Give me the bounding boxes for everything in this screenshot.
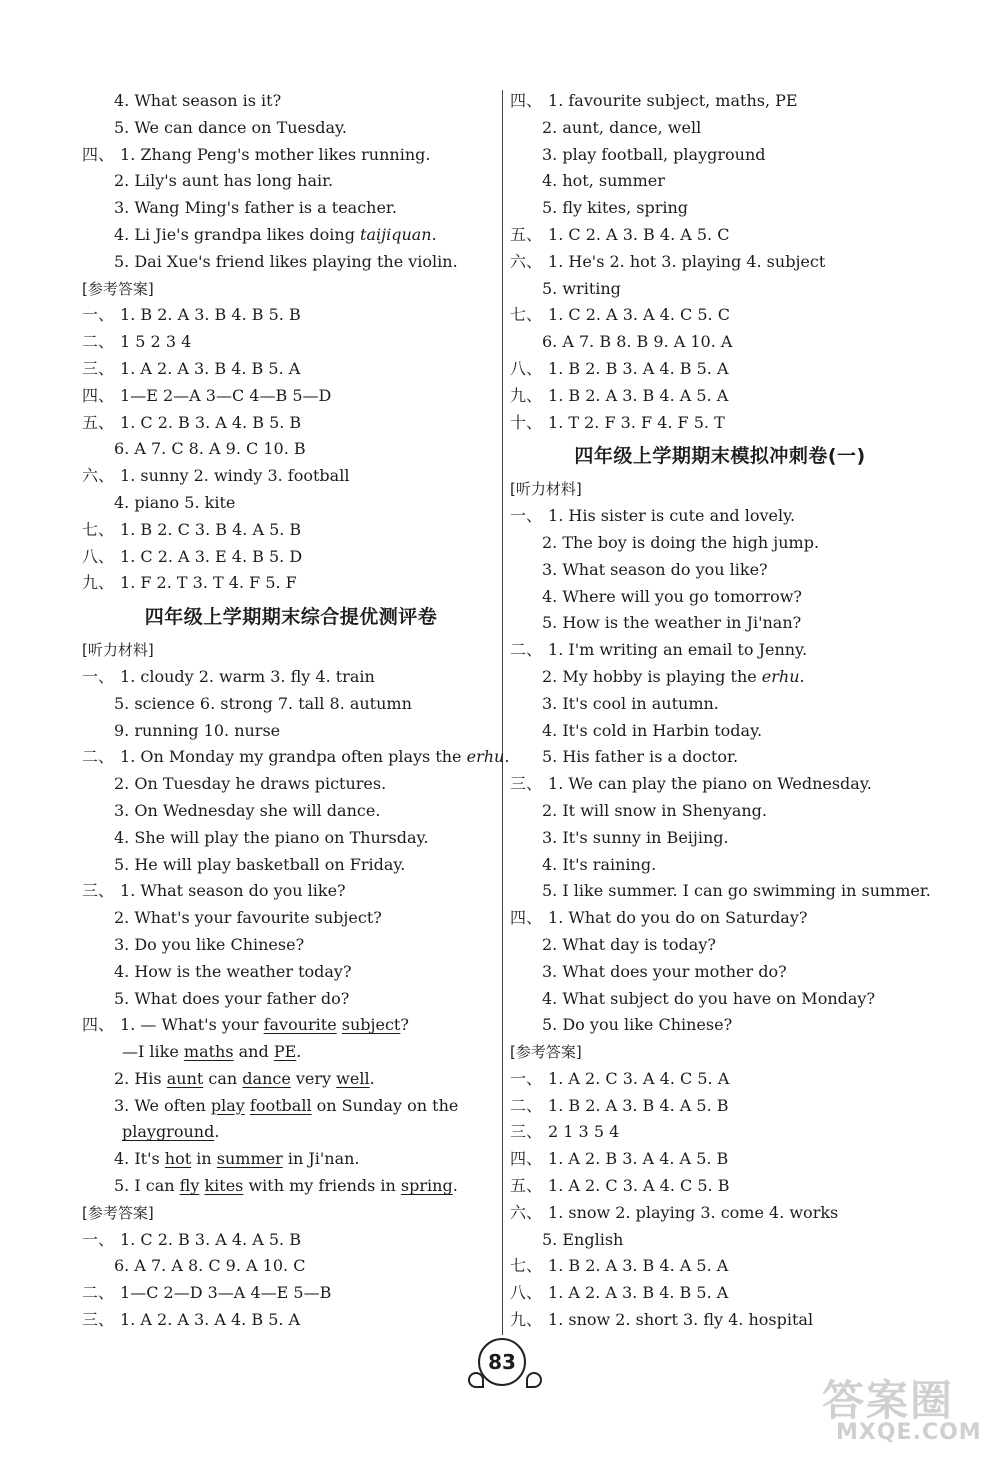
text-part: .: [799, 666, 805, 686]
line-text: 1. B 2. A 3. B 4. A 5. B: [548, 1095, 729, 1115]
answer-line: [82, 1066, 500, 1093]
underlined-word: hot: [164, 1149, 192, 1169]
text-part: 4. It's: [114, 1149, 165, 1169]
line-text: 3. It's sunny in Beijing.: [542, 827, 729, 847]
left-column: [82, 88, 510, 1334]
answer-line: [510, 249, 930, 276]
answer-line: [82, 718, 500, 745]
answer-line: [510, 852, 930, 879]
answer-line: [510, 691, 930, 718]
answer-line: [82, 1012, 500, 1039]
question-number: 九、: [510, 1310, 543, 1330]
answer-line: [82, 1280, 500, 1307]
line-text: 6. A 7. C 8. A 9. C 10. B: [114, 439, 306, 459]
line-text: 1. A 2. A 3. B 4. B 5. A: [548, 1283, 729, 1303]
line-text: 1. A 2. C 3. A 4. C 5. B: [548, 1176, 730, 1196]
question-number: 三、: [510, 774, 543, 794]
question-number: 四、: [510, 91, 543, 110]
line-text: 1. We can play the piano on Wednesday.: [548, 774, 872, 794]
answer-line: [510, 222, 930, 249]
line-text: 4. Where will you go tomorrow?: [542, 586, 802, 606]
question-number: 二、: [510, 1095, 543, 1115]
line-text: 1. Zhang Peng's mother likes running.: [120, 144, 431, 164]
answer-line: [510, 1280, 930, 1307]
section-tag: [听力材料]: [510, 480, 582, 499]
text-part: 2. My hobby is playing the: [542, 666, 762, 686]
line-text: 5. His father is a doctor.: [542, 747, 739, 767]
question-number: 十、: [510, 412, 543, 432]
answer-line: [82, 1146, 500, 1173]
column-divider: [502, 90, 503, 1335]
answer-line: [510, 584, 930, 611]
line-text: 4. piano 5. kite: [114, 492, 236, 512]
line-text: 3. Wang Ming's father is a teacher.: [114, 198, 397, 218]
line-text: 1 5 2 3 4: [120, 332, 192, 352]
line-text: 4. What season is it?: [114, 91, 282, 110]
answer-line: [510, 383, 930, 410]
question-number: 七、: [510, 305, 543, 325]
line-text: 4. It's cold in Harbin today.: [542, 720, 763, 740]
answer-line: [510, 1012, 930, 1039]
text-part: with my friends in: [243, 1176, 401, 1196]
underlined-word: dance: [242, 1068, 291, 1088]
line-text: 1. What season do you like?: [120, 881, 346, 901]
line-text: 4. What subject do you have on Monday?: [542, 988, 876, 1008]
line-text: 3. On Wednesday she will dance.: [114, 800, 381, 820]
answer-line: [82, 222, 500, 249]
answer-line: [82, 771, 500, 798]
line-text: 1—C 2—D 3—A 4—E 5—B: [120, 1283, 332, 1303]
line-text: 1. B 2. A 3. B 4. B 5. B: [120, 305, 301, 325]
italic-word: erhu: [761, 666, 800, 686]
answer-line: [510, 302, 930, 329]
answer-line: [510, 1227, 930, 1254]
line-text: 5. science 6. strong 7. tall 8. autumn: [114, 693, 412, 713]
underlined-word: spring: [400, 1176, 453, 1196]
answer-line: [510, 664, 930, 691]
underlined-word: football: [249, 1095, 312, 1115]
line-text: 5. Dai Xue's friend likes playing the violin.: [114, 251, 458, 271]
line-text: 6. A 7. A 8. C 9. A 10. C: [114, 1256, 306, 1276]
question-number: 三、: [510, 1122, 543, 1142]
answer-line: [82, 1039, 500, 1066]
answer-line: [510, 825, 930, 852]
underlined-word: fly: [179, 1176, 200, 1196]
question-number: 三、: [82, 358, 115, 378]
answer-line: [510, 905, 930, 932]
underlined-word: PE: [273, 1042, 297, 1062]
line-text: 1. favourite subject, maths, PE: [548, 91, 798, 110]
answer-line: [82, 410, 500, 437]
line-text: 5. How is the weather in Ji'nan?: [542, 613, 802, 633]
answer-line: [82, 664, 500, 691]
question-number: 八、: [82, 546, 115, 566]
answer-line: [510, 986, 930, 1013]
question-number: 三、: [82, 881, 115, 901]
question-number: 六、: [510, 1202, 543, 1222]
section-tag: [参考答案]: [510, 1043, 582, 1062]
question-number: 八、: [510, 358, 543, 378]
alarm-clock-bell-right-icon: [526, 1372, 542, 1388]
answer-line: [82, 691, 500, 718]
right-column: [510, 88, 930, 1334]
answer-line: [510, 878, 930, 905]
answer-line: [82, 825, 500, 852]
answer-line: [510, 932, 930, 959]
underlined-word: playground: [122, 1122, 215, 1142]
section-tag: [参考答案]: [82, 279, 154, 298]
line-text: 1. C 2. B 3. A 4. A 5. B: [120, 1229, 301, 1249]
line-text: 1. I'm writing an email to Jenny.: [548, 640, 808, 660]
answer-line: [510, 503, 930, 530]
question-number: 五、: [510, 224, 543, 244]
answer-line: [510, 959, 930, 986]
answer-line: [82, 517, 500, 544]
answer-line: [510, 356, 930, 383]
question-number: 二、: [510, 640, 543, 660]
line-text: 4. How is the weather today?: [114, 961, 352, 981]
answer-line: [82, 570, 500, 597]
answer-line: [510, 168, 930, 195]
answer-line: [82, 249, 500, 276]
question-number: 四、: [510, 1149, 543, 1169]
answer-line: [510, 610, 930, 637]
text-part: can: [203, 1068, 243, 1088]
line-text: 2 1 3 5 4: [548, 1122, 620, 1142]
line-text: 1. snow 2. short 3. fly 4. hospital: [548, 1310, 814, 1330]
line-text: 5. English: [542, 1229, 624, 1249]
question-number: 一、: [82, 666, 115, 686]
question-number: 四、: [82, 385, 115, 405]
text-part: 3. We often: [114, 1095, 211, 1115]
answer-line: [82, 88, 500, 115]
answer-line: [82, 1173, 500, 1200]
answer-line: [82, 1119, 500, 1146]
text-part: in: [191, 1149, 217, 1169]
line-text: 1. B 2. A 3. B 4. A 5. A: [548, 385, 729, 405]
page-number: [478, 1338, 526, 1386]
question-number: 九、: [82, 573, 115, 593]
question-number: 五、: [510, 1176, 543, 1196]
line-text: 5. We can dance on Tuesday.: [114, 117, 347, 137]
text-part: .: [452, 1176, 458, 1196]
answer-line: [510, 530, 930, 557]
answer-line: [82, 1093, 500, 1120]
answer-line: [510, 637, 930, 664]
answer-line: [510, 115, 930, 142]
line-text: 2. What day is today?: [542, 934, 716, 954]
line-text: 1—E 2—A 3—C 4—B 5—D: [120, 385, 332, 405]
line-text: 1. C 2. A 3. E 4. B 5. D: [120, 546, 303, 566]
underlined-word: subject: [341, 1015, 401, 1035]
line-text: 1. A 2. A 3. A 4. B 5. A: [120, 1310, 301, 1330]
text-part: .: [214, 1122, 220, 1142]
answer-line: [82, 986, 500, 1013]
question-number: 四、: [510, 908, 543, 928]
line-text: 5. What does your father do?: [114, 988, 350, 1008]
line-text: 5. Do you like Chinese?: [542, 1015, 733, 1035]
question-number: 五、: [82, 412, 115, 432]
answer-line: [82, 142, 500, 169]
line-text: 1. snow 2. playing 3. come 4. works: [548, 1202, 839, 1222]
answer-line: [82, 463, 500, 490]
line-text: 2. Lily's aunt has long hair.: [114, 171, 334, 191]
answer-line: [82, 959, 500, 986]
text-part: 4. Li Jie's grandpa likes doing: [114, 224, 361, 244]
underlined-word: play: [210, 1095, 245, 1115]
answer-line: [510, 1173, 930, 1200]
line-text: 2. It will snow in Shenyang.: [542, 800, 768, 820]
answer-line: [510, 1307, 930, 1334]
text-part: 5. I can: [114, 1176, 180, 1196]
text-part: —I like: [122, 1042, 184, 1062]
line-text: 6. A 7. B 8. B 9. A 10. A: [542, 332, 733, 352]
answer-line: [82, 302, 500, 329]
question-number: 七、: [82, 519, 115, 539]
underlined-word: maths: [183, 1042, 234, 1062]
text-part: on Sunday on the: [311, 1095, 459, 1115]
line-text: 1. B 2. C 3. B 4. A 5. B: [120, 519, 302, 539]
answer-line: [82, 1253, 500, 1280]
question-number: 一、: [510, 1068, 543, 1088]
underlined-word: summer: [216, 1149, 283, 1169]
text-part: very: [290, 1068, 337, 1088]
line-text: 3. It's cool in autumn.: [542, 693, 719, 713]
section-title: 四年级上学期期末模拟冲刺卷(一): [574, 445, 866, 468]
underlined-word: kites: [204, 1176, 244, 1196]
line-text: 1. He's 2. hot 3. playing 4. subject: [548, 251, 826, 271]
text-part: 1. — What's your: [120, 1015, 264, 1035]
answer-line: [82, 1307, 500, 1334]
text-part: and: [233, 1042, 274, 1062]
line-text: 1. C 2. B 3. A 4. B 5. B: [120, 412, 302, 432]
answer-line: [510, 771, 930, 798]
answer-line: [510, 276, 930, 303]
line-text: 3. What season do you like?: [542, 559, 768, 579]
line-text: 1. A 2. B 3. A 4. A 5. B: [548, 1149, 729, 1169]
line-text: 9. running 10. nurse: [114, 720, 281, 740]
answer-line: [82, 852, 500, 879]
answer-line: [82, 544, 500, 571]
answer-line: [82, 168, 500, 195]
answer-line: [82, 329, 500, 356]
answer-line: [510, 1119, 930, 1146]
answer-line: [82, 356, 500, 383]
answer-line: [510, 1093, 930, 1120]
line-text: 3. Do you like Chinese?: [114, 934, 305, 954]
question-number: 二、: [82, 332, 115, 352]
watermark-url: MXQE.COM: [836, 1420, 982, 1445]
section-title: 四年级上学期期末综合提优测评卷: [144, 606, 438, 629]
answer-line: [510, 1066, 930, 1093]
text-part: .: [369, 1068, 375, 1088]
answer-line: [510, 88, 930, 115]
question-number: 九、: [510, 385, 543, 405]
text-part: 2. His: [114, 1068, 167, 1088]
answer-line: [82, 932, 500, 959]
line-text: 4. It's raining.: [542, 854, 657, 874]
section-tag: [听力材料]: [82, 641, 154, 660]
line-text: 1. A 2. A 3. B 4. B 5. A: [120, 358, 301, 378]
alarm-clock-bell-left-icon: [468, 1372, 484, 1388]
question-number: 二、: [82, 1283, 115, 1303]
text-part: 1. On Monday my grandpa often plays the: [120, 747, 467, 767]
text-part: in Ji'nan.: [282, 1149, 360, 1169]
underlined-word: favourite: [263, 1015, 337, 1035]
answer-line: [510, 1200, 930, 1227]
answer-line: [510, 557, 930, 584]
answer-line: [82, 436, 500, 463]
line-text: 1. B 2. B 3. A 4. B 5. A: [548, 358, 729, 378]
line-text: 3. What does your mother do?: [542, 961, 787, 981]
line-text: 4. hot, summer: [542, 171, 665, 191]
underlined-word: well: [336, 1068, 370, 1088]
question-number: 八、: [510, 1283, 543, 1303]
text-part: ?: [400, 1015, 409, 1035]
line-text: 5. fly kites, spring: [542, 198, 689, 218]
italic-word: taijiquan: [360, 224, 432, 244]
answer-line: [510, 142, 930, 169]
answer-line: [82, 878, 500, 905]
watermark-logo: 答案圈: [822, 1376, 955, 1425]
line-text: 3. play football, playground: [542, 144, 766, 164]
text-part: .: [431, 224, 437, 244]
answer-line: [82, 1227, 500, 1254]
line-text: 1. C 2. A 3. B 4. A 5. C: [548, 224, 730, 244]
question-number: 二、: [82, 747, 115, 767]
answer-line: [82, 905, 500, 932]
page-number-text: 83: [488, 1350, 516, 1374]
answer-line: [510, 410, 930, 437]
answer-line: [510, 798, 930, 825]
line-text: 5. He will play basketball on Friday.: [114, 854, 406, 874]
answer-line: [510, 1253, 930, 1280]
answer-line: [82, 383, 500, 410]
answer-line: [82, 490, 500, 517]
line-text: 1. His sister is cute and lovely.: [548, 506, 796, 526]
answer-line: [82, 798, 500, 825]
line-text: 2. aunt, dance, well: [542, 117, 702, 137]
section-tag: [参考答案]: [82, 1203, 154, 1222]
text-part: .: [504, 747, 510, 767]
line-text: 2. The boy is doing the high jump.: [542, 532, 820, 552]
answer-line: [510, 1146, 930, 1173]
line-text: 2. On Tuesday he draws pictures.: [114, 774, 387, 794]
answer-line: [510, 195, 930, 222]
question-number: 四、: [82, 144, 115, 164]
question-number: 三、: [82, 1310, 115, 1330]
question-number: 六、: [510, 251, 543, 271]
question-number: 一、: [82, 1229, 115, 1249]
answer-line: [82, 115, 500, 142]
line-text: 5. I like summer. I can go swimming in summer.: [542, 881, 931, 901]
line-text: 4. She will play the piano on Thursday.: [114, 827, 429, 847]
line-text: 1. cloudy 2. warm 3. fly 4. train: [120, 666, 375, 686]
question-number: 四、: [82, 1015, 115, 1035]
line-text: 1. sunny 2. windy 3. football: [120, 466, 350, 486]
question-number: 一、: [82, 305, 115, 325]
line-text: 1. A 2. C 3. A 4. C 5. A: [548, 1068, 730, 1088]
answer-line: [510, 718, 930, 745]
line-text: 5. writing: [542, 278, 621, 298]
line-text: 1. F 2. T 3. T 4. F 5. F: [120, 573, 297, 593]
question-number: 一、: [510, 506, 543, 526]
italic-word: erhu: [466, 747, 505, 767]
answer-line: [82, 744, 510, 771]
question-number: 六、: [82, 466, 115, 486]
line-text: 2. What's your favourite subject?: [114, 908, 382, 928]
text-part: .: [296, 1042, 302, 1062]
line-text: 1. What do you do on Saturday?: [548, 908, 808, 928]
line-text: 1. T 2. F 3. F 4. F 5. T: [548, 412, 725, 432]
line-text: 1. C 2. A 3. A 4. C 5. C: [548, 305, 730, 325]
line-text: 1. B 2. A 3. B 4. A 5. A: [548, 1256, 729, 1276]
answer-line: [510, 744, 930, 771]
question-number: 七、: [510, 1256, 543, 1276]
answer-line: [510, 329, 930, 356]
answer-line: [82, 195, 500, 222]
underlined-word: aunt: [166, 1068, 204, 1088]
